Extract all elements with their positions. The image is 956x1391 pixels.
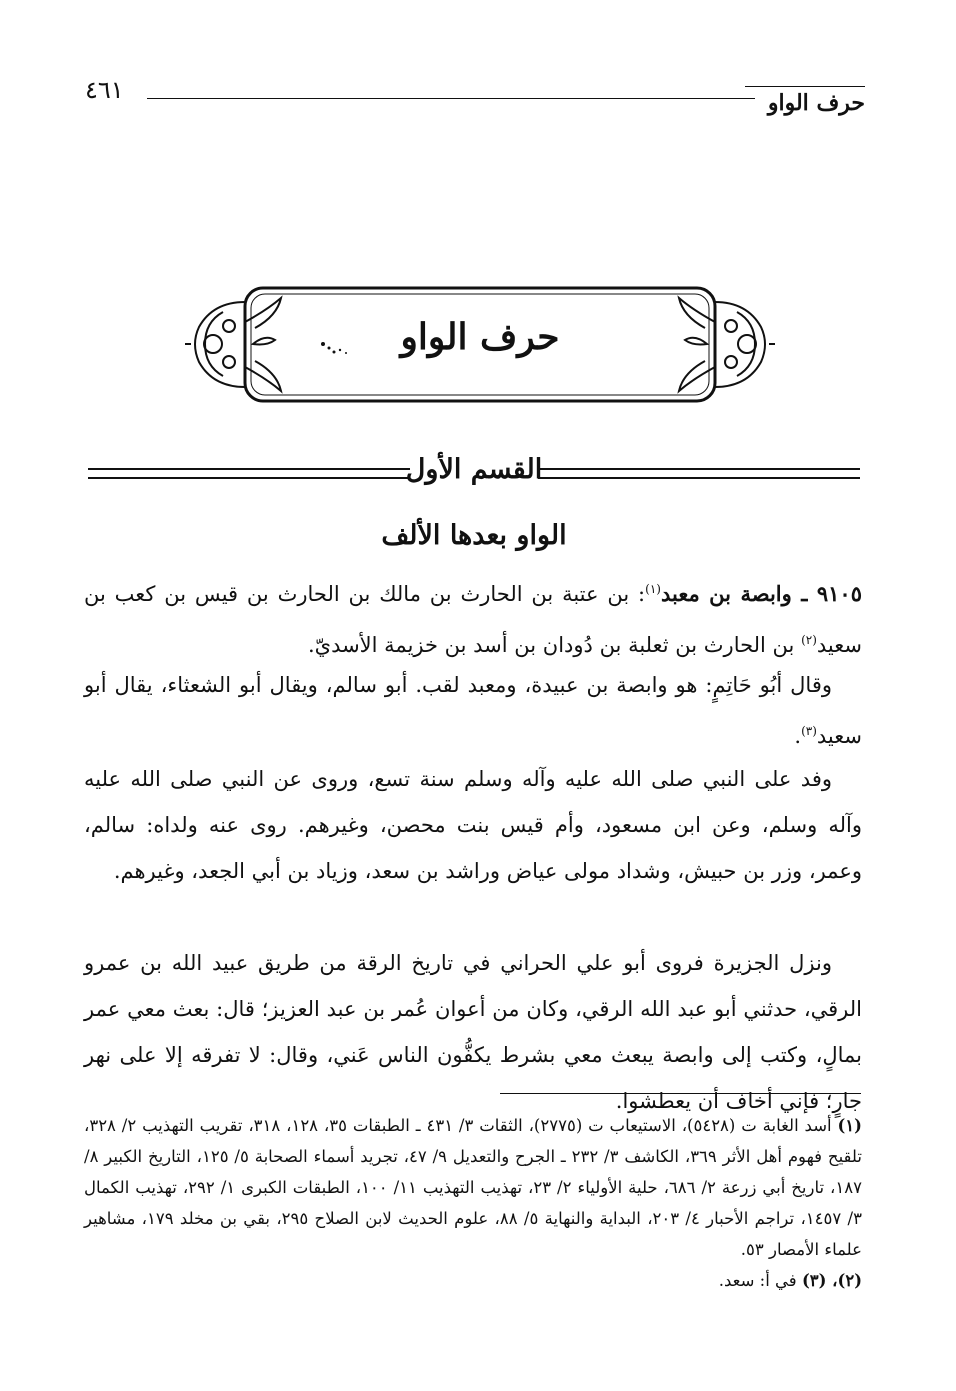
note-ref: (١): [645, 582, 661, 596]
paragraph-end: .: [794, 724, 802, 748]
entry-paragraph: [84, 566, 862, 668]
entry-lineage: : بن عتبة بن الحارث بن مالك بن الحارث بن قيس بن كعب بن سعيد: [84, 582, 862, 657]
footnotes: [84, 1110, 862, 1296]
footnote: [84, 1265, 862, 1296]
entry-lineage-cont: بن الحارث بن ثعلبة بن دُودان بن أسد بن خزيمة الأسديّ.: [307, 633, 802, 657]
section-heading: [88, 454, 860, 492]
paragraph-text: ونزل الجزيرة فروى أبو علي الحراني في تاريخ الرقة من طريق عبيد الله بن عمرو الرقي، حدثني أبو عبد الله الرقي، وكان من أعوان عُمر بن عبد العزيز؛ قال: بعث معي عمر بمالٍ، وكتب إلى وابصة يبعث معي بشرط يكفُّون الناس عَني، وقال: لا تفرقه إلا على نهر جارٍ؛ فإني أخاف أن يعطشوا.: [84, 951, 862, 1113]
footnote-text: في أ: سعد.: [718, 1271, 802, 1290]
header-rule: [147, 98, 755, 99]
page-number: ٤٦١: [85, 76, 124, 104]
note-ref: (٢): [801, 633, 817, 647]
chapter-title-frame: [183, 282, 777, 407]
running-title: حرف الواو: [767, 90, 865, 116]
body-paragraph: [84, 940, 862, 1124]
running-header: [85, 70, 865, 120]
footnote-number: (٢)، (٣): [801, 1271, 862, 1290]
footnote: [84, 1110, 862, 1265]
section-title: القسم الأول: [405, 454, 543, 485]
footnote-text: أسد الغابة ت (٥٤٢٨)، الاستيعاب ت (٢٧٧٥)، الثقات ٣/ ٤٣١ ـ الطبقات ٣٥، ١٢٨، ٣١٨، تقريب التهذيب ٢/ ٣٢٨، تلقيح فهوم أهل الأثر ٣٦٩، الكاشف ٣/ ٢٣٢ ـ الجرح والتعديل ٩/ ٤٧، تجريد أسماء الصحابة ٥/ ١٢٥، التاريخ الكبير ٨/ ١٨٧، تاريخ أبي زرعة ٢/ ٦٨٦، حلية الأولياء ٢/ ٢٣، تهذيب التهذيب ١١/ ١٠٠، الطبقات الكبرى ١/ ٢٩٢، تهذيب الكمال ٣/ ١٤٥٧، تراجم الأحبار ٤/ ٢٠٣، البداية والنهاية ٥/ ٨٨، علوم الحديث لابن الصلاح ٢٩٥، بقي بن مخلد ١٧٩، مشاهير علماء الأمصار ٥٣.: [84, 1116, 862, 1259]
body-paragraph: [84, 662, 862, 759]
footnote-number: (١): [837, 1116, 862, 1135]
paragraph-text: وفد على النبي صلى الله عليه وآله وسلم سنة تسع، وروى عن النبي صلى الله عليه وآله وسلم، وعن ابن مسعود، وأم قيس بنت محصن، وغيرهم. روى عنه ولداه: سالم، وعمر، وزر بن حبيش، وشداد مولى عياض وراشد بن سعد، وزياد بن أبي الجعد، وغيرهم.: [84, 767, 862, 883]
entry-name: ٩١٠٥ ـ وابصة بن معبد: [660, 581, 862, 606]
subheading: الواو بعدها الألف: [381, 520, 567, 551]
note-ref: (٣): [801, 724, 817, 738]
body-paragraph: [84, 756, 862, 894]
chapter-title: حرف الواو: [400, 316, 560, 358]
footnote-rule: [500, 1093, 861, 1094]
paragraph-text: وقال أبُو حَاتِمٍ: هو وابصة بن عبيدة، ومعبد لقب. أبو سالم، ويقال أبو الشعثاء، يقال أبو سعيد: [84, 673, 862, 748]
header-rule-top: [745, 86, 865, 87]
